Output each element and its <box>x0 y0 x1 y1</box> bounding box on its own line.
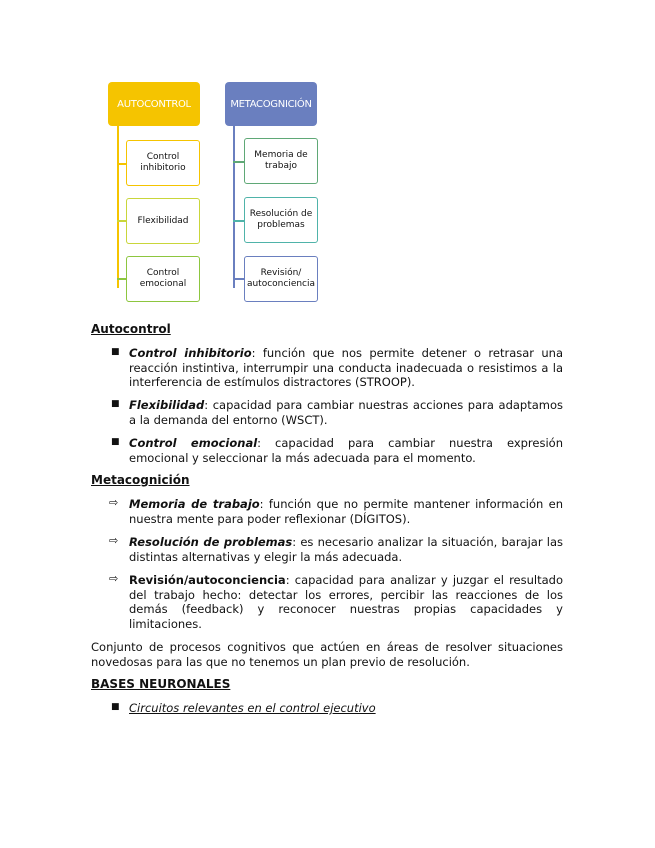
arrow-bullet-icon: ⇨ <box>109 496 119 509</box>
circuitos-link[interactable]: Circuitos relevantes en el control ejecutivo <box>129 701 376 715</box>
item-term: Control inhibitorio <box>129 346 252 360</box>
item-term: Control emocional <box>129 436 258 450</box>
connector <box>233 278 244 280</box>
executive-functions-diagram <box>105 80 320 305</box>
item-text: : capacidad para cambiar nuestras acciones para adaptamos a la demanda del entorno (WSCT). <box>129 398 563 427</box>
arrow-bullet-icon: ⇨ <box>109 534 119 547</box>
item-term: Resolución de problemas <box>129 535 293 549</box>
summary-paragraph: Conjunto de procesos cognitivos que actúen en áreas de resolver situaciones novedosas para las que no tenemos un plan previo de resolución. <box>91 640 563 669</box>
square-bullet-icon: ■ <box>111 399 120 409</box>
item-text: : función que nos permite detener o retrasar una reacción instintiva, interrumpir una conducta inadecuada o resistimos a la interferencia de estímulos distractores (STROOP). <box>129 346 563 389</box>
metacognicion-heading: Metacognición <box>91 473 190 487</box>
autocontrol-heading: Autocontrol <box>91 322 171 336</box>
item-term: Flexibilidad <box>129 398 205 412</box>
item-text: : capacidad para cambiar nuestra expresión emocional y seleccionar la más adecuada para el momento. <box>129 436 563 465</box>
metacognicion-item-revision <box>129 573 563 631</box>
diagram-box-control-emocional: Control emocional <box>126 256 200 302</box>
metacognicion-connector <box>233 126 235 288</box>
connector <box>233 220 244 222</box>
metacognicion-header-box: METACOGNICIÓN <box>225 82 317 126</box>
autocontrol-item-control-emocional <box>129 436 563 465</box>
item-text: : capacidad para analizar y juzgar el resultado del trabajo hecho: detectar los errores, percibir las reacciones de los demás (feedback) y reconocer nuestras propias capacidades y limitaciones. <box>129 573 563 631</box>
square-bullet-icon: ■ <box>111 347 120 357</box>
square-bullet-icon: ■ <box>111 437 120 447</box>
item-text: : función que no permite mantener información en nuestra mente para poder reflexionar (DÍGITOS). <box>129 497 563 526</box>
connector <box>117 278 126 280</box>
item-text: : es necesario analizar la situación, barajar las distintas alternativas y elegir la más adecuada. <box>129 535 563 564</box>
diagram-box-resolucion-de-problemas: Resolución de problemas <box>244 197 318 243</box>
diagram-box-control-inhibitorio: Control inhibitorio <box>126 140 200 186</box>
autocontrol-item-flexibilidad <box>129 398 563 427</box>
connector <box>117 163 126 165</box>
connector <box>117 220 126 222</box>
metacognicion-item-resolucion <box>129 535 563 564</box>
item-term: Revisión/autoconciencia <box>129 573 286 587</box>
connector <box>233 161 244 163</box>
metacognicion-item-memoria <box>129 497 563 526</box>
autocontrol-item-control-inhibitorio <box>129 346 563 390</box>
diagram-box-revision-autoconciencia: Revisión/ autoconciencia <box>244 256 318 302</box>
item-term: Memoria de trabajo <box>129 497 260 511</box>
diagram-box-flexibilidad: Flexibilidad <box>126 198 200 244</box>
bases-neuronales-heading: BASES NEURONALES <box>91 677 231 691</box>
autocontrol-connector <box>117 126 119 288</box>
autocontrol-header-box: AUTOCONTROL <box>108 82 200 126</box>
diagram-box-memoria-de-trabajo: Memoria de trabajo <box>244 138 318 184</box>
square-bullet-icon: ■ <box>111 702 120 712</box>
arrow-bullet-icon: ⇨ <box>109 572 119 585</box>
